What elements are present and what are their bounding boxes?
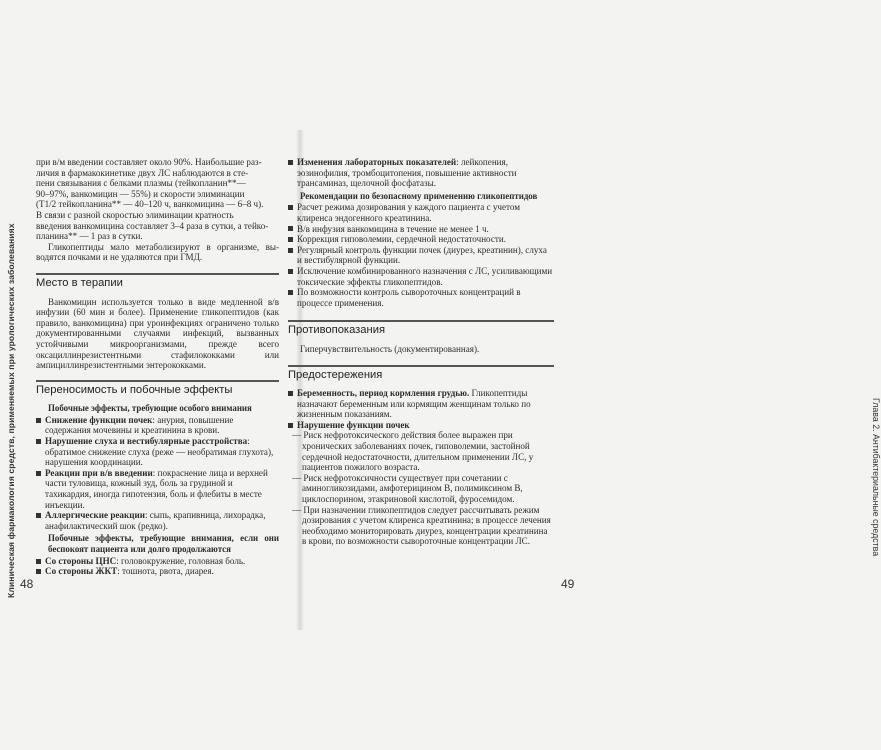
right-column — [288, 157, 554, 547]
left-column — [36, 157, 279, 577]
bullet-icon — [288, 290, 293, 295]
dash-item: — Риск нефротоксичности существует при сочетании с аминогликозидами, амфотерицином В, полимиксином В, циклоспорином, этакриновой кислотой, фуросемидом. — [292, 472, 523, 505]
text-line: введения ванкомицина составляет 3–4 раза в сутки, а тейко- — [36, 220, 269, 231]
left-page — [0, 0, 297, 750]
section-title-therapy: Место в терапии — [36, 273, 279, 292]
list-item: Беременность, период кормления грудью. Гликопептиды назначают беременным или кормящим женщинам только по жизненным показаниям. — [288, 388, 554, 420]
bullet-icon — [36, 569, 41, 574]
list-item: По возможности контроль сывороточных концентраций в процессе применения. — [288, 287, 554, 308]
list-item: Регулярный контроль функции почек (диурез, креатинин), слуха и вестибулярной функции. — [288, 245, 554, 266]
text-line: пени связывания с белками плазмы (тейкопланин**— — [36, 178, 246, 189]
section-title-warnings: Предостережения — [288, 365, 554, 384]
bullet-icon — [36, 513, 41, 518]
page-number-left: 48 — [20, 577, 34, 591]
subhead-special-attention: Побочные эффекты, требующие особого внимания — [48, 403, 252, 414]
list-item: Со стороны ЦНС: головокружение, головная боль. — [36, 556, 279, 567]
bullet-icon — [288, 391, 293, 396]
section-title-contraindications: Противопоказания — [288, 320, 554, 339]
list-item: Аллергические реакции: сыпь, крапивница, лихорадка, анафилактический шок (редко). — [36, 510, 279, 531]
list-item: Нарушение функции почек — [288, 420, 554, 431]
text-line: при в/м введении составляет около 90%. Наибольшие раз- — [36, 157, 262, 167]
list-item: Со стороны ЖКТ: тошнота, рвота, диарея. — [36, 566, 279, 577]
page-number-right: 49 — [561, 577, 575, 591]
list-item: Реакции при в/в введении: покраснение лица и верхней части туловища, кожный зуд, боль за грудиной и тахикардия, иногда гипотензия, боль и флебиты в месте инъекции. — [36, 468, 279, 510]
intro-paragraph-2: Гликопептиды мало метаболизируют в организме, вы-водятся почками и не удаляются при ГМД. — [36, 241, 279, 263]
list-item: Коррекция гиповолемии, сердечной недостаточности. — [288, 234, 554, 245]
bullet-icon — [288, 269, 293, 274]
text-line: 90–97%, ванкомицин — 55%) и скорости элиминации — [36, 188, 245, 199]
bullet-icon — [36, 439, 41, 444]
list-item: Снижение функции почек: анурия, повышение содержания мочевины и креатинина в крови. — [36, 415, 279, 436]
bullet-icon — [36, 559, 41, 564]
text-line: В связи с разной скоростью элиминации кратность — [36, 209, 234, 220]
list-item: В/в инфузия ванкомицина в течение не менее 1 ч. — [288, 224, 554, 235]
bullet-icon — [288, 226, 293, 231]
bullet-icon — [36, 418, 41, 423]
dash-item: — При назначении гликопептидов следует рассчитывать режим дозирования с учетом клиренса креатинина; в процессе лечения необходимо мониторировать диурез, концентрации креатинина в крови, по возможности сывороточные концентрации ЛС. — [292, 504, 551, 547]
list-item: Исключение комбинированного назначения с ЛС, усиливающими токсические эффекты гликопептидов. — [288, 266, 554, 287]
bullet-icon — [288, 423, 293, 428]
right-running-head: Глава 2. Антибактериальные средства — [871, 398, 881, 557]
dash-item: — Риск нефротоксического действия более выражен при хронических заболеваниях почек, гиповолемии, застойной сердечной недостаточности, длительном применении ЛС, у пациентов пожилого возраста. — [292, 430, 534, 473]
text-line: планина** — 1 раз в сутки. — [36, 231, 143, 242]
intro-paragraph — [36, 157, 279, 242]
subhead-recommendations: Рекомендации по безопасному применению гликопептидов — [300, 190, 538, 201]
subhead-attention-if-persist: Побочные эффекты, требующие внимания, если они беспокоят пациента или долго продолжаются — [48, 533, 279, 554]
contraindications-text: Гиперчувствительность (документированная). — [300, 343, 480, 354]
list-item: Изменения лабораторных показателей: лейкопения, эозинофилия, тромбоцитопения, повышение активности трансаминаз, щелочной фосфатазы. — [288, 157, 554, 189]
bullet-icon — [36, 471, 41, 476]
text-line: личия в фармакокинетике двух ЛС наблюдаются в сте- — [36, 167, 249, 178]
list-item: Расчет режима дозирования у каждого пациента с учетом клиренса эндогенного креатинина. — [288, 202, 554, 223]
therapy-paragraph: Ванкомицин используется только в виде медленной в/в инфузии (60 мин и более). Применение гликопептидов (как правило, ванкомицина) при уроинфекциях ограничено только документированными случаями инфекций, вызванных устойчивыми микроорганизмами, прежде всего оксациллинрезистентными стафилококками или ампициллинрезистентными энтерококками. — [36, 296, 279, 371]
left-running-head: Клиническая фармакология средств, применяемых при урологических заболеваниях — [6, 223, 16, 598]
list-item: Нарушение слуха и вестибулярные расстройства: обратимое снижение слуха (реже — необратимая глухота), нарушения координации. — [36, 436, 279, 468]
text-line: (T1/2 тейкопланина** — 40–120 ч, ванкомицина — 6–8 ч). — [36, 199, 264, 210]
bullet-icon — [288, 205, 293, 210]
section-title-side-effects: Переносимость и побочные эффекты — [36, 380, 279, 399]
bullet-icon — [288, 248, 293, 253]
bullet-icon — [288, 237, 293, 242]
bullet-icon — [288, 160, 293, 165]
